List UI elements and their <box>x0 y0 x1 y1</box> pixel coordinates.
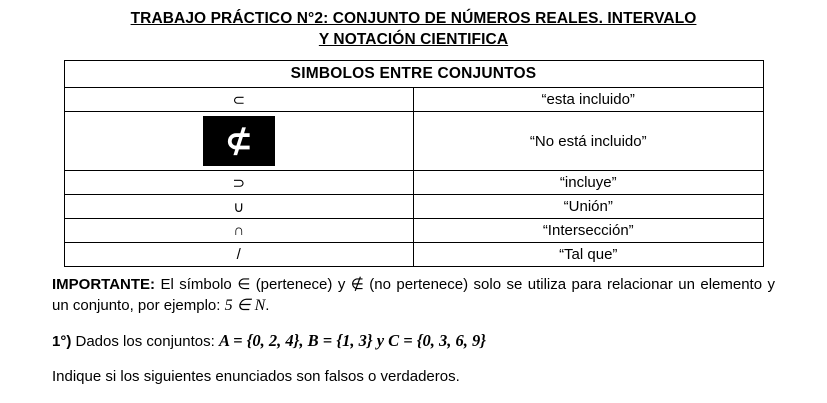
exercise-1-number: 1°) <box>52 333 72 350</box>
table-row <box>64 243 763 267</box>
meaning-cell-union: “Unión” <box>414 195 764 219</box>
page-title <box>52 8 775 50</box>
symbol-cell-incluido: ⊂ <box>64 88 414 112</box>
page-title-line-2: Y NOTACIÓN CIENTIFICA <box>318 31 509 48</box>
exercise-1 <box>52 330 775 352</box>
meaning-cell-tal-que: “Tal que” <box>414 243 764 267</box>
important-text-1: El símbolo <box>155 276 238 293</box>
symbol-cell-no-incluido <box>64 112 414 171</box>
table-header-title: SIMBOLOS ENTRE CONJUNTOS <box>64 61 763 88</box>
table-row <box>64 88 763 112</box>
important-note <box>52 274 775 316</box>
table-row <box>64 195 763 219</box>
exercise-1-instruction: Indique si los siguientes enunciados son falsos o verdaderos. <box>52 368 460 385</box>
meaning-cell-incluye: “incluye” <box>414 171 764 195</box>
important-text-3: (no pertenece) solo se utiliza para relacionar un elemento y un conjunto, por ejemplo: <box>52 276 775 314</box>
meaning-cell-incluido: “esta incluido” <box>414 88 764 112</box>
exercise-1-sets: A = {0, 2, 4}, B = {1, 3} y C = {0, 3, 6, 9} <box>218 331 487 350</box>
exercise-1-prompt: Dados los conjuntos: <box>71 333 219 350</box>
pertenece-symbol-icon: ∈ <box>237 275 251 293</box>
not-included-symbol-icon: ⊄ <box>203 116 275 166</box>
symbol-cell-interseccion: ∩ <box>64 219 414 243</box>
symbol-cell-tal-que: / <box>64 243 414 267</box>
table-row <box>64 171 763 195</box>
table-header-row <box>64 61 763 88</box>
meaning-cell-no-incluido: “No está incluido” <box>414 112 764 171</box>
table-row <box>64 219 763 243</box>
meaning-cell-interseccion: “Intersección” <box>414 219 764 243</box>
important-example: 5 ∈ N <box>224 297 266 314</box>
important-text-end: . <box>265 297 270 314</box>
table-row <box>64 112 763 171</box>
important-text-2: (pertenece) y <box>250 276 351 293</box>
symbol-cell-union: ∪ <box>64 195 414 219</box>
no-pertenece-symbol-icon: ∉ <box>350 275 364 293</box>
symbols-table <box>64 60 764 267</box>
symbol-cell-incluye: ⊃ <box>64 171 414 195</box>
page-title-line-1: TRABAJO PRÁCTICO N°2: CONJUNTO DE NÚMEROS REALES. INTERVALO <box>130 10 697 27</box>
important-label: IMPORTANTE: <box>52 276 156 293</box>
